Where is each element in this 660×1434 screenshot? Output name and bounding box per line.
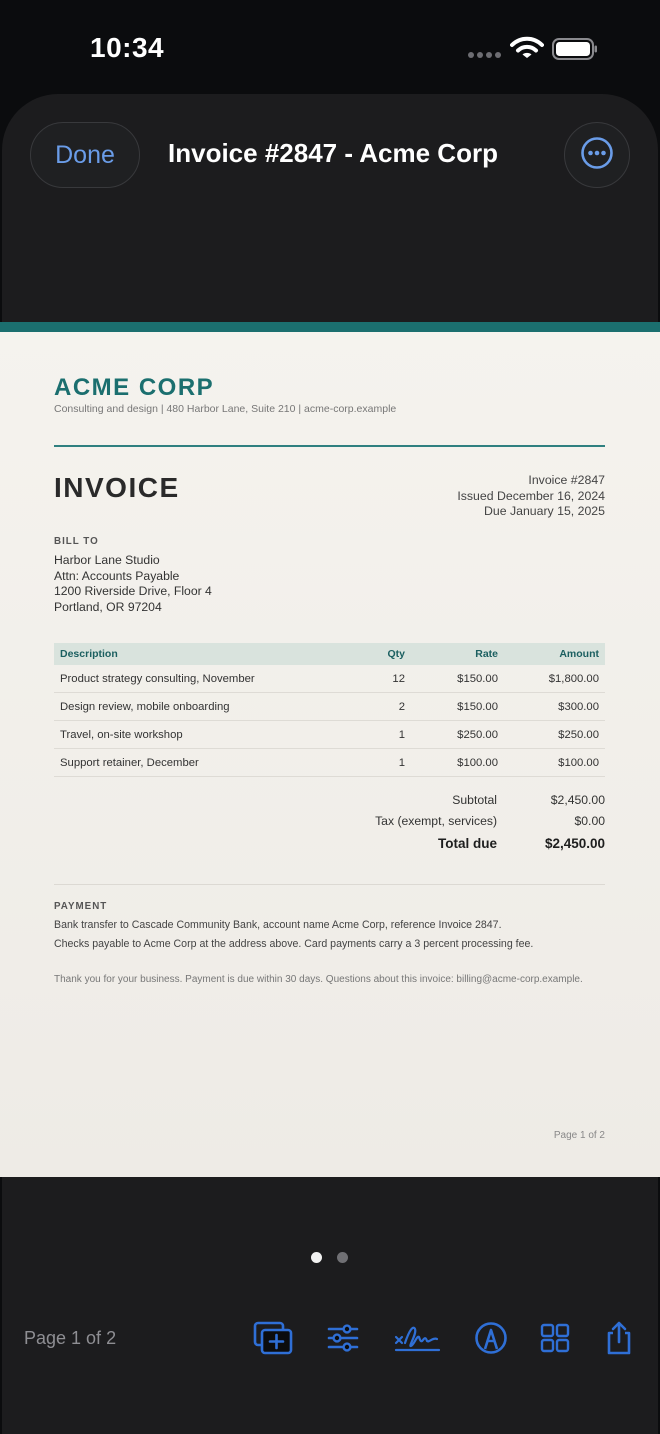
row-amount: $300.00 [558,701,599,713]
payment-line: Checks payable to Acme Corp at the address above. Card payments carry a 3 percent processing fee. [54,938,534,950]
row-amount: $1,800.00 [548,673,599,685]
invoice-number: Invoice #2847 [528,473,605,487]
page-indicator: Page 1 of 2 [24,1328,117,1348]
page-accent-bar [0,322,660,332]
signature-button[interactable] [392,1318,442,1362]
status-time: 10:34 [90,32,165,63]
header-divider [54,445,605,447]
page-dot[interactable] [337,1252,348,1263]
grid-view-button[interactable] [539,1318,571,1362]
bill-to-line: Harbor Lane Studio [54,553,160,567]
table-row [54,665,605,693]
invoice-issued-date: Issued December 16, 2024 [457,488,605,503]
payment-divider [54,884,605,885]
page-footer: Page 1 of 2 [553,1130,605,1141]
markup-button[interactable] [474,1318,508,1362]
row-description: Travel, on-site workshop [60,729,183,741]
subtotal-label: Subtotal [452,793,497,807]
bill-to-address [54,553,212,615]
done-button[interactable]: Done [30,122,140,188]
row-qty: 1 [398,729,405,741]
total-due-label: Total due [438,836,497,851]
bill-to-line: 1200 Riverside Drive, Floor 4 [54,584,212,598]
ellipsis-circle-icon [580,136,614,175]
payment-line: Bank transfer to Cascade Community Bank, account name Acme Corp, reference Invoice 2847. [54,919,502,931]
add-page-button[interactable] [252,1318,294,1362]
battery-icon [552,38,598,60]
page-control[interactable] [311,1252,351,1264]
cellular-signal-icon [468,52,502,60]
row-rate: $250.00 [457,729,498,741]
row-description: Product strategy consulting, November [60,673,255,685]
invoice-heading: INVOICE [54,472,180,503]
row-rate: $100.00 [457,757,498,769]
invoice-due-date: Due January 15, 2025 [483,504,605,518]
add-page-icon [253,1321,293,1360]
wifi-icon [510,36,544,60]
row-qty: 12 [392,673,405,685]
bill-to-label: BILL TO [54,536,99,547]
table-header [54,643,605,665]
grid-view-icon [540,1323,570,1358]
more-options-button[interactable] [564,122,630,188]
table-row [54,693,605,721]
line-items-table [54,643,605,777]
table-row [54,749,605,777]
tax-label: Tax (exempt, services) [375,814,497,828]
row-rate: $150.00 [457,701,498,713]
header-qty: Qty [387,648,405,660]
document-title: Invoice #2847 - Acme Corp [168,138,498,168]
page-dot-active[interactable] [311,1252,322,1263]
company-name: ACME CORP [54,374,215,401]
total-due-row [300,832,605,856]
row-description: Design review, mobile onboarding [60,701,230,713]
header-rate: Rate [475,648,498,660]
payment-label: PAYMENT [54,901,108,912]
total-due-value: $2,450.00 [544,836,605,851]
row-qty: 2 [398,701,405,713]
status-bar [0,0,660,96]
signature-icon [393,1321,441,1360]
tax-value: $0.00 [574,814,605,828]
tax-row [300,811,605,832]
navigation-bar [2,94,658,224]
adjust-sliders-icon [327,1323,359,1358]
bill-to-line: Portland, OR 97204 [54,599,162,614]
thank-you-note: Thank you for your business. Payment is due within 30 days. Questions about this invoice: billing@acme-corp.example. [54,974,583,985]
company-info: Consulting and design | 480 Harbor Lane, Suite 210 | acme-corp.example [54,403,397,415]
bill-to-line: Attn: Accounts Payable [54,568,180,583]
table-row [54,721,605,749]
subtotal-row [300,790,605,811]
share-button[interactable] [603,1318,635,1362]
header-description: Description [60,648,118,660]
row-description: Support retainer, December [60,757,199,769]
adjust-button[interactable] [326,1318,360,1362]
totals-block [300,790,605,856]
row-amount: $250.00 [558,729,599,741]
header-amount: Amount [559,648,599,660]
bottom-toolbar [0,1300,660,1380]
row-rate: $150.00 [457,673,498,685]
invoice-meta [457,473,605,520]
row-qty: 1 [398,757,405,769]
invoice-page[interactable] [0,322,660,1177]
subtotal-value: $2,450.00 [550,793,605,807]
row-amount: $100.00 [558,757,599,769]
markup-pen-icon [474,1321,508,1360]
share-icon [604,1320,634,1361]
